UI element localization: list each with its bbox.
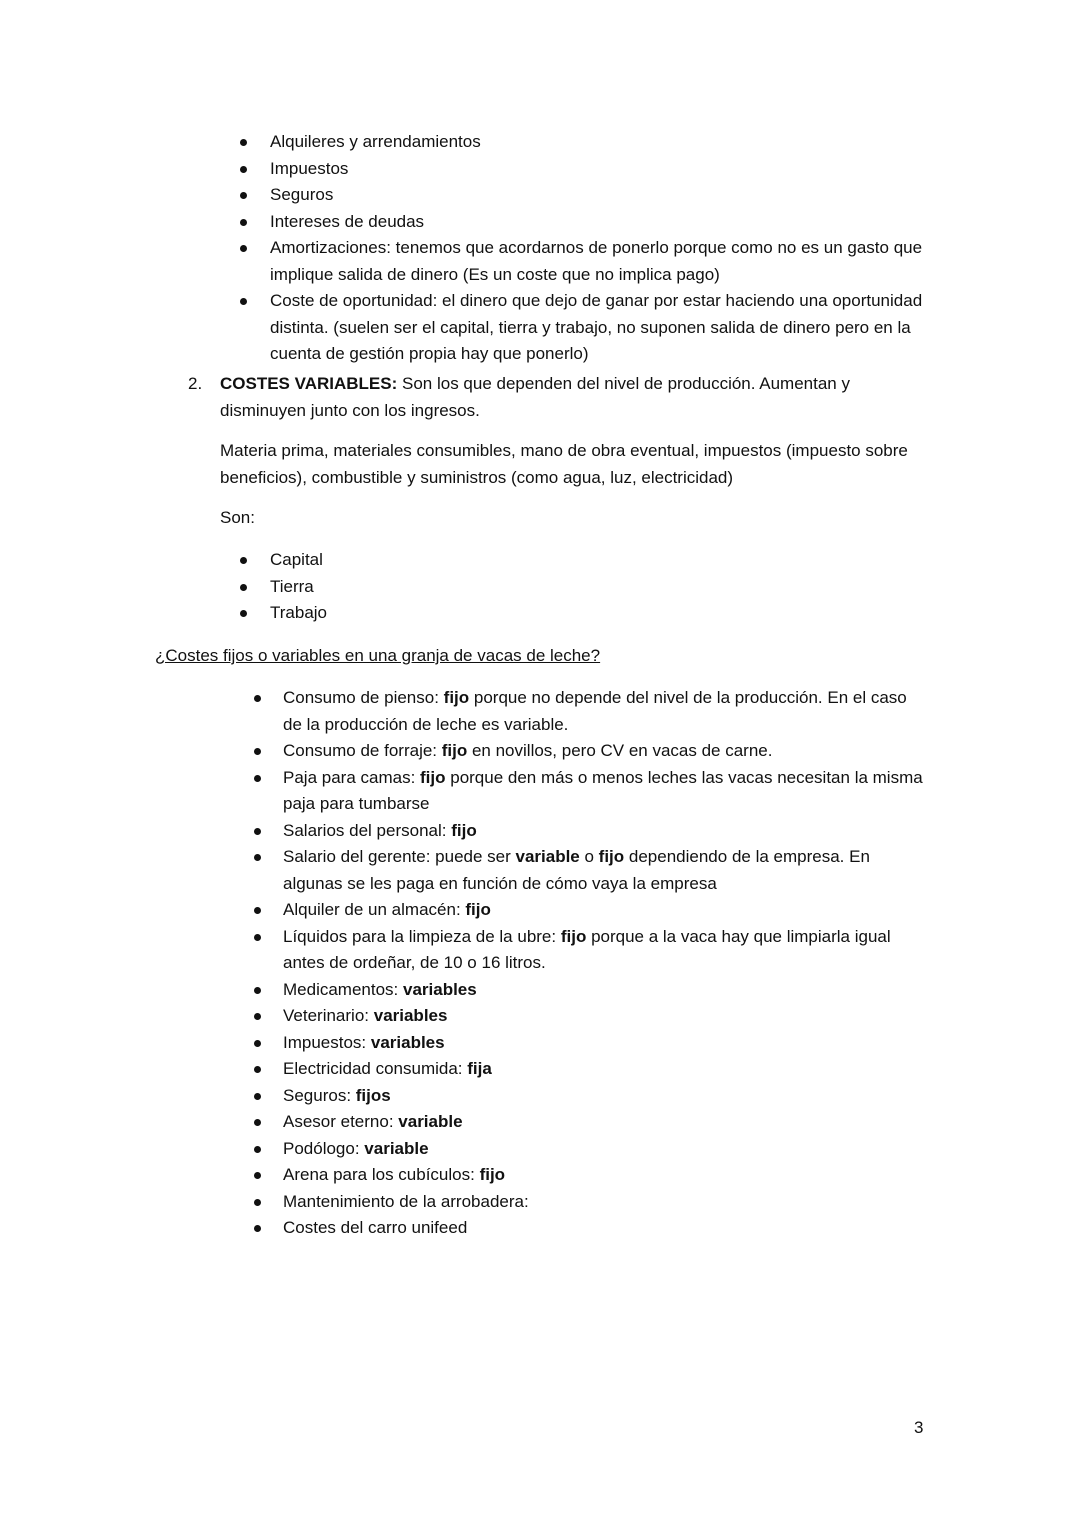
bold-text: variable (398, 1112, 463, 1131)
son-label: Son: (220, 508, 255, 527)
item-text: porque den más o menos leches las vacas necesitan la misma paja para tumbarse (283, 767, 923, 813)
bold-text: fijo (443, 688, 470, 707)
item-text: porque no depende del nivel de la producción. En el caso de la producción de leche es variable. (283, 688, 907, 734)
bold-text: fijo (598, 847, 625, 866)
list-item (270, 547, 327, 574)
list-item (283, 844, 923, 897)
item-text: Amortizaciones: tenemos que acordarnos de ponerlo porque como no es un gasto que implique salida de dinero (Es un coste que no implica pago) (270, 238, 923, 284)
bullet-icon (254, 775, 261, 782)
bullet-icon (254, 828, 261, 835)
item-text: Impuestos: (283, 1032, 371, 1052)
bold-text: fijo (465, 900, 491, 919)
bold-text: fijo (420, 767, 446, 787)
item-text: Podólogo: (283, 1138, 365, 1158)
list-item (270, 600, 327, 627)
bold-text: fija (467, 1059, 492, 1078)
item-text: Impuestos (270, 158, 349, 178)
factors-list (270, 547, 327, 627)
item-text: en novillos, pero CV en vacas de carne. (467, 741, 773, 760)
list-item (283, 685, 923, 738)
fixed-costs-list (270, 129, 940, 368)
item-text: Paja para camas: (283, 767, 421, 787)
item-text: Trabajo (270, 603, 328, 622)
list-item (283, 977, 923, 1004)
list-item (270, 129, 940, 156)
list-item (283, 1056, 923, 1083)
list-item (283, 1083, 923, 1110)
list-item (283, 1189, 923, 1216)
item-text: Salario del gerente: puede ser (283, 847, 516, 866)
list-item (283, 1030, 923, 1057)
item-text: Alquiler de un almacén: (283, 900, 466, 919)
bullet-icon (254, 1225, 261, 1232)
list-item (270, 235, 940, 288)
list-item (283, 1136, 923, 1163)
item-text: Seguros: (283, 1085, 356, 1105)
bullet-icon (254, 1146, 261, 1153)
variable-costs-title: COSTES VARIABLES: (220, 374, 398, 393)
item-text: Medicamentos: (283, 979, 403, 999)
bullet-icon (240, 245, 247, 252)
item-text: Tierra (270, 576, 314, 596)
bullet-icon (254, 695, 261, 702)
item-text: Capital (270, 550, 323, 569)
item-text: Seguros (270, 185, 334, 204)
list-item (270, 574, 327, 601)
farm-costs-list (283, 685, 923, 1242)
bold-text: variables (403, 979, 477, 999)
bold-text: fijo (441, 741, 468, 760)
item-text: Consumo de forraje: (283, 741, 442, 760)
item-text: porque a la vaca hay que limpiarla igual antes de ordeñar, de 10 o 16 litros. (283, 926, 891, 972)
list-item (283, 924, 923, 977)
bullet-icon (254, 1119, 261, 1126)
list-item (283, 897, 923, 924)
bold-text: variables (370, 1032, 445, 1052)
bold-text: variables (373, 1006, 448, 1025)
bullet-icon (240, 219, 247, 226)
list-item (283, 1003, 923, 1030)
list-item (283, 1162, 923, 1189)
bold-text: variable (515, 847, 580, 866)
item-text: Salarios del personal: (283, 820, 452, 840)
item-text: Mantenimiento de la arrobadera: (283, 1191, 529, 1211)
list-item (283, 1215, 923, 1242)
bullet-icon (240, 584, 247, 591)
bullet-icon (254, 987, 261, 994)
variable-costs-definition (220, 371, 920, 424)
item-text: Consumo de pienso: (283, 688, 444, 707)
item-text: Veterinario: (283, 1006, 374, 1025)
item-text: Arena para los cubículos: (283, 1165, 480, 1184)
bullet-icon (254, 1013, 261, 1020)
item-text: Costes del carro unifeed (283, 1218, 468, 1237)
bullet-icon (254, 854, 261, 861)
item-text: dependiendo de la empresa. En algunas se les paga en función de cómo vaya la empresa (283, 847, 870, 893)
bullet-icon (240, 557, 247, 564)
bullet-icon (254, 934, 261, 941)
item-text: Asesor eterno: (283, 1112, 399, 1131)
bullet-icon (240, 298, 247, 305)
bullet-icon (254, 907, 261, 914)
bullet-icon (254, 748, 261, 755)
bullet-icon (254, 1066, 261, 1073)
item-text: Alquileres y arrendamientos (270, 132, 481, 151)
bold-text: fijo (479, 1165, 506, 1184)
variable-costs-text: Son los que dependen del nivel de producción. Aumentan y disminuyen junto con los ingresos. (220, 374, 850, 420)
list-number: 2. (188, 374, 203, 393)
bullet-icon (240, 166, 247, 173)
bold-text: variable (364, 1138, 429, 1158)
item-text: o (579, 847, 599, 866)
variable-costs-examples: Materia prima, materiales consumibles, mano de obra eventual, impuestos (impuesto sobre beneficios), combustible y suministros (como agua, luz, electricidad) (220, 441, 908, 487)
bullet-icon (240, 610, 247, 617)
list-item (283, 765, 923, 818)
bold-text: fijos (355, 1085, 391, 1105)
item-text: Electricidad consumida: (283, 1059, 468, 1078)
list-item (283, 818, 923, 845)
bullet-icon (254, 1040, 261, 1047)
list-item (283, 1109, 923, 1136)
list-item (270, 182, 940, 209)
list-item (270, 288, 940, 368)
bold-text: fijo (560, 926, 587, 946)
item-text: Intereses de deudas (270, 211, 425, 231)
list-item (283, 738, 923, 765)
item-text: Coste de oportunidad: el dinero que dejo de ganar por estar haciendo una oportunidad distinta. (suelen ser el capital, tierra y trabajo, no suponen salida de dinero pero en la cuenta de gestión propia hay que ponerlo) (270, 291, 923, 363)
bold-text: fijo (451, 820, 477, 840)
bullet-icon (254, 1172, 261, 1179)
list-item (270, 156, 940, 183)
bullet-icon (240, 139, 247, 146)
list-item (270, 209, 940, 236)
bullet-icon (240, 192, 247, 199)
item-text: Líquidos para la limpieza de la ubre: (283, 926, 561, 946)
section-heading: ¿Costes fijos o variables en una granja de vacas de leche? (155, 646, 601, 665)
page-number: 3 (914, 1418, 924, 1437)
bullet-icon (254, 1093, 261, 1100)
bullet-icon (254, 1199, 261, 1206)
